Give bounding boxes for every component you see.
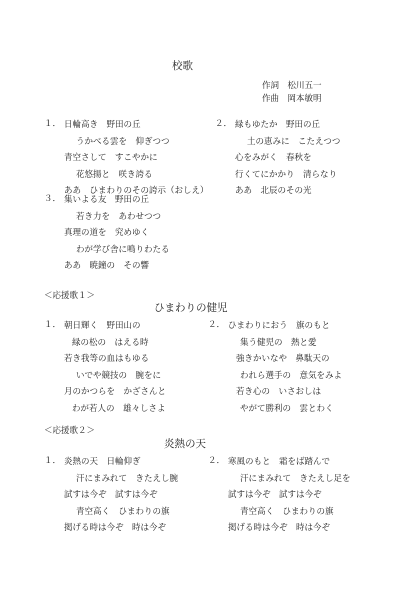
school-song-title: 校歌 bbox=[172, 60, 193, 72]
cheer-song-1-verse-1 bbox=[44, 318, 224, 428]
verse-line: 集う健児の 熱と愛 bbox=[240, 337, 317, 348]
verse-line: 炎熱の天 日輪仰ぎ bbox=[64, 457, 141, 467]
cheer-song-1-label: ＜応援歌１＞ bbox=[44, 291, 96, 301]
verse-line: ああ 暁鐘の その響 bbox=[64, 261, 150, 271]
verse-line: 土の恵みに こたえつつ bbox=[247, 136, 341, 147]
verse-line: 掲げる時は今ぞ 時は今ぞ bbox=[228, 523, 331, 533]
cheer-song-2-label: ＜応援歌２＞ bbox=[44, 426, 96, 436]
verse-line: 緑もゆたか 野田の丘 bbox=[235, 120, 321, 130]
cheer-song-2-title: 炎熱の天 bbox=[164, 438, 206, 450]
verse-number: １． bbox=[44, 320, 62, 330]
verse-line: うかべる雲を 仰ぎつつ bbox=[76, 136, 170, 147]
composer-credit: 作曲 岡本敏明 bbox=[262, 94, 322, 104]
verse-number: ２． bbox=[215, 119, 233, 129]
school-song-verse-3 bbox=[44, 192, 224, 292]
verse-line: 掲げる時は今ぞ 時は今ぞ bbox=[64, 523, 167, 533]
school-song-verse-2 bbox=[215, 117, 375, 217]
verse-line: 花悠揚と 咲き誇る bbox=[76, 169, 153, 180]
verse-line: われら選手の 意気をみよ bbox=[240, 370, 343, 381]
verse-number: １． bbox=[44, 119, 62, 129]
verse-line: ああ 北辰のその光 bbox=[235, 186, 312, 196]
cheer-song-1-verse-2 bbox=[208, 318, 378, 428]
verse-number: １． bbox=[44, 456, 62, 466]
verse-line: 朝日輝く 野田山の bbox=[64, 321, 141, 331]
verse-line: わが学び舎に鳴りわたる bbox=[76, 244, 170, 255]
verse-line: 汗にまみれて きたえし足を bbox=[240, 473, 351, 484]
verse-line: ひまわりにおう 旗のもと bbox=[228, 321, 331, 331]
cheer-song-2-verse-2 bbox=[208, 454, 378, 544]
verse-line: やがて勝利の 雲とわく bbox=[240, 403, 334, 414]
cheer-song-1-title: ひまわりの健児 bbox=[154, 302, 228, 314]
verse-line: 月のかつらを かざさんと bbox=[64, 387, 167, 397]
verse-line: 強きかいなや 鼻駄天の bbox=[236, 354, 330, 364]
cheer-song-2-verse-1 bbox=[44, 454, 224, 544]
verse-line: 真理の道を 究めゆく bbox=[64, 228, 150, 238]
verse-line: 日輪高き 野田の丘 bbox=[64, 120, 141, 130]
lyricist-credit: 作詞 松川五一 bbox=[262, 81, 322, 91]
verse-line: 心をみがく 春秋を bbox=[235, 153, 312, 163]
verse-line: 青空さして すこやかに bbox=[64, 153, 158, 163]
verse-line: 試すは今ぞ 試すは今ぞ bbox=[228, 490, 322, 500]
verse-line: ああ ひまわりのその誇示（おしえ） bbox=[64, 186, 209, 196]
verse-line: 緑の松の はえる時 bbox=[72, 337, 149, 348]
verse-number: ３． bbox=[44, 194, 62, 204]
verse-line: 青空高く ひまわりの旗 bbox=[240, 506, 334, 517]
verse-line: 集いよる友 野田の丘 bbox=[64, 195, 150, 205]
verse-line: 若き我等の血はもゆる bbox=[64, 354, 150, 364]
verse-line: 若き力を あわせつつ bbox=[76, 211, 162, 222]
verse-line: 寒風のもと 霜をば踏んで bbox=[228, 457, 331, 467]
verse-line: 汗にまみれて きたえし腕 bbox=[76, 473, 179, 484]
verse-line: 試すは今ぞ 試すは今ぞ bbox=[64, 490, 158, 500]
verse-number: ２． bbox=[208, 456, 226, 466]
verse-line: 行くてにかかり 清らなり bbox=[235, 169, 338, 180]
verse-line: いでや競技の 腕をに bbox=[76, 370, 162, 381]
verse-line: 若き心の いさおしは bbox=[236, 387, 322, 397]
verse-line: 青空高く ひまわりの旗 bbox=[76, 506, 170, 517]
verse-number: ２． bbox=[208, 320, 226, 330]
verse-line: わが若人の 雄々しさよ bbox=[72, 403, 166, 414]
